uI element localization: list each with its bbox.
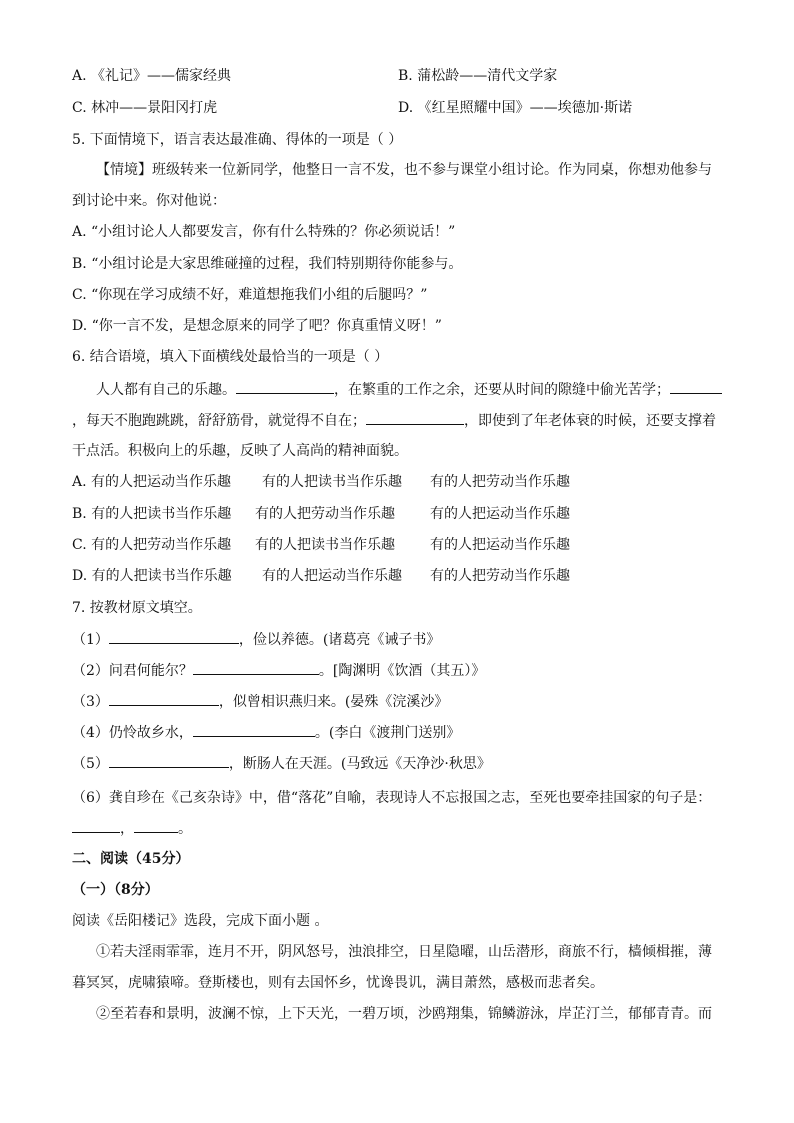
- q7-item-text: ，断肠人在天涯。(马致远《天净沙·秋思》: [228, 756, 491, 772]
- passage-para1-line2: 暮冥冥，虎啸猿啼。登斯楼也，则有去国怀乡，忧谗畏讥，满目萧然，感极而悲者矣。: [72, 975, 604, 991]
- q7-item-2: [72, 660, 485, 681]
- q7-item-text: ，似曾相识燕归来。(晏殊《浣溪沙》: [218, 694, 449, 710]
- q7-item-text: 。[陶渊明《饮酒（其五）》: [318, 663, 486, 679]
- q5-option-a: A. “小组讨论人人都要发言，你有什么特殊的？你必须说话！”: [72, 224, 456, 240]
- q6-option-c-col2: 有的人把读书当作乐趣: [255, 537, 395, 553]
- q6-passage-line2: [72, 410, 716, 431]
- q6-option-a-col3: 有的人把劳动当作乐趣: [430, 474, 570, 490]
- q4-option-b: B. 蒲松龄——清代文学家: [398, 68, 558, 84]
- q7-item-label: （2）问君何能尔？: [72, 663, 193, 679]
- q6-option-b: B. 有的人把读书当作乐趣: [72, 506, 232, 522]
- fill-blank[interactable]: [193, 722, 315, 737]
- reading-intro: 阅读《岳阳楼记》选段，完成下面小题 。: [72, 913, 329, 929]
- q7-item-3: [72, 691, 448, 712]
- fill-blank[interactable]: [193, 660, 319, 675]
- q5-scenario-line1: 【情境】班级转来一位新同学，他整日一言不发，也不参与课堂小组讨论。作为同桌，你想劝他参与: [96, 162, 712, 178]
- fill-blank[interactable]: [236, 379, 334, 394]
- subsection-title: （一）（8分）: [72, 882, 159, 898]
- q6-stem: 6. 结合语境，填入下面横线处最恰当的一项是（ ）: [72, 349, 389, 365]
- q6-option-c: C. 有的人把劳动当作乐趣: [72, 537, 232, 553]
- q6-passage-line3: 干点活。积极向上的乐趣，反映了人高尚的精神面貌。: [72, 443, 408, 459]
- fill-blank[interactable]: [109, 691, 219, 706]
- q4-option-d: D. 《红星照耀中国》——埃德加·斯诺: [398, 100, 633, 116]
- q7-item-label: （1）: [72, 632, 109, 648]
- q6-option-a-col2: 有的人把读书当作乐趣: [262, 474, 402, 490]
- q7-item-label: （3）: [72, 694, 109, 710]
- passage-para1-line1: ①若夫淫雨霏霏，连月不开，阴风怒号，浊浪排空，日星隐曜，山岳潜形，商旅不行，樯倾楫摧，薄: [96, 944, 712, 960]
- q7-item-6: （6）龚自珍在《己亥杂诗》中，借“落花”自喻，表现诗人不忘报国之志，至死也要牵挂国家的句子是：: [72, 790, 712, 806]
- passage-para2-line1: ②至若春和景明，波澜不惊，上下天光，一碧万顷，沙鸥翔集，锦鳞游泳，岸芷汀兰，郁郁青青。而: [96, 1006, 712, 1022]
- q4-option-a: A. 《礼记》——儒家经典: [72, 68, 232, 84]
- q7-stem: 7. 按教材原文填空。: [72, 600, 202, 616]
- q6-option-b-col3: 有的人把运动当作乐趣: [430, 506, 570, 522]
- q5-option-b: B. “小组讨论是大家思维碰撞的过程，我们特别期待你能参与。: [72, 256, 463, 272]
- fill-blank[interactable]: [366, 410, 464, 425]
- q6-option-b-col2: 有的人把劳动当作乐趣: [255, 506, 395, 522]
- fill-blank[interactable]: [134, 818, 178, 833]
- section-title: 二、阅读（45分）: [72, 851, 190, 867]
- q7-item-6-end: 。: [178, 821, 192, 837]
- q7-item-1: [72, 629, 440, 650]
- fill-blank[interactable]: [109, 753, 229, 768]
- q6-passage-text: ，即使到了年老体衰的时候，还要支撑着: [464, 413, 716, 429]
- q7-item-label: （5）: [72, 756, 109, 772]
- q7-item-6-sep: ，: [120, 821, 134, 837]
- q6-option-d-col2: 有的人把运动当作乐趣: [262, 568, 402, 584]
- q6-passage-text: ，每天不胞跑跳跳，舒舒筋骨，就觉得不自在；: [72, 413, 366, 429]
- q4-option-c: C. 林冲——景阳冈打虎: [72, 100, 218, 116]
- q7-item-4: [72, 722, 460, 743]
- q6-passage-line1: [96, 379, 722, 400]
- q7-item-5: [72, 753, 491, 774]
- q6-option-c-col3: 有的人把运动当作乐趣: [430, 537, 570, 553]
- q5-stem: 5. 下面情境下，语言表达最准确、得体的一项是（ ）: [72, 132, 403, 148]
- q7-item-text: ，俭以养德。(诸葛亮《诫子书》: [238, 632, 441, 648]
- fill-blank[interactable]: [670, 379, 722, 394]
- q6-option-d: D. 有的人把读书当作乐趣: [72, 568, 232, 584]
- fill-blank[interactable]: [72, 818, 120, 833]
- q6-passage-text: ，在繁重的工作之余，还要从时间的隙缝中偷光苦学；: [334, 382, 670, 398]
- q7-item-text: 。(李白《渡荆门送别》: [314, 725, 461, 741]
- q6-option-a: A. 有的人把运动当作乐趣: [72, 474, 232, 490]
- q5-option-c: C. “你现在学习成绩不好，难道想拖我们小组的后腿吗？”: [72, 287, 428, 303]
- q6-option-d-col3: 有的人把劳动当作乐趣: [430, 568, 570, 584]
- q5-scenario-line2: 到讨论中来。你对他说：: [72, 193, 226, 209]
- q6-passage-text: 人人都有自己的乐趣。: [96, 382, 236, 398]
- fill-blank[interactable]: [109, 629, 239, 644]
- q7-item-label: （4）仍怜故乡水，: [72, 725, 193, 741]
- q7-item-6-answer: [72, 818, 192, 839]
- q5-option-d: D. “你一言不发，是想念原来的同学了吧？你真重情义呀！”: [72, 318, 442, 334]
